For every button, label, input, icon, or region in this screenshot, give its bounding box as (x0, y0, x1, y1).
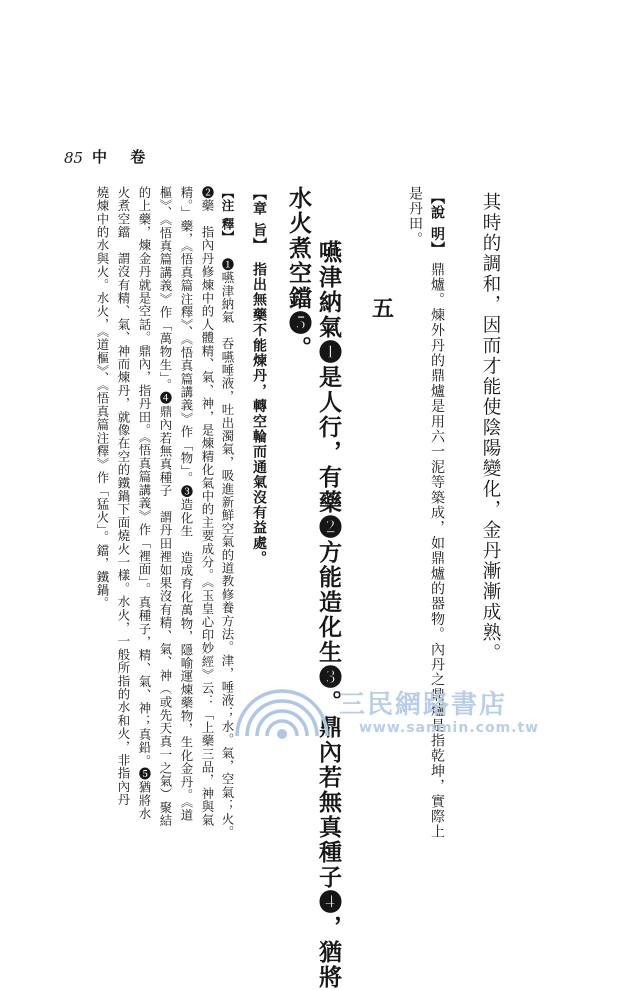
annotation-column-3: 精。」藥，《悟真篇注釋》、《悟真篇講義》作「物」。❸造化生 造成育化萬物，隱喻運煉藥物，生化金丹。《道 (179, 186, 194, 822)
verse-column-2: 水火煮空鐺❺。 (285, 186, 312, 361)
note-text-column-2: 是丹田。 (407, 186, 423, 247)
verse-column-1: 嚥津納氣❶是人行，有藥❷方能造化生❸。鼎內若無真種子❹，猶將 (315, 240, 342, 990)
note-text-column-1: 鼎爐。煉外丹的鼎爐是用六一泥等築成，如鼎爐的器物。內丹之鼎爐是指乾坤，實際上 (429, 262, 445, 840)
annotation-column-4: 樞》、《悟真篇講義》作「萬物生」。❹鼎內若無真種子 謂丹田裡如果沒有精、氣、神（或先天真一之氣）聚結 (158, 186, 173, 828)
page-number: 85 (64, 149, 84, 167)
annotation-column-1: ❶嚥津納氣 吞嚥唾液，吐出濁氣，吸進新鮮空氣的道教修養方法。津，唾液；水。氣，空氣；火。 (220, 258, 235, 839)
note-label: 【說 明】 (429, 190, 445, 257)
running-head: 中 卷 (92, 148, 155, 166)
section-number: 五 (372, 296, 395, 322)
summary-label: 【章 旨】 (251, 186, 267, 253)
annotation-column-5: 的上藥，煉金丹就是空話。鼎內，指丹田。《悟真篇講義》作「裡面」。真種子，精、氣、神；真鉛。❺猶將水 (137, 186, 152, 821)
annotation-column-6: 火煮空鐺 謂沒有精、氣、神而煉丹，就像在空的鐵鍋下面燒火一樣。水火，一般所指的水和火，非指內丹 (116, 186, 131, 807)
watermark-url: www.sanmin.com.tw (359, 720, 540, 736)
annotation-column-7: 燒煉中的水與火。水火，《道樞》、《悟真篇注釋》作「猛火」。鐺，鐵鍋。 (95, 186, 110, 610)
annotation-label: 【注 釋】 (220, 186, 235, 244)
summary-text: 指出無藥不能煉丹，轉空輪而通氣沒有益處。 (251, 262, 267, 566)
watermark-name: 三民網路書店 (339, 690, 508, 720)
intro-text-column: 其時的調和，因而才能使陰陽變化，金丹漸漸成熟。 (480, 192, 501, 664)
annotation-column-2: ❷藥 指內丹修煉中的人體精、氣、神，是煉精化氣中的主要成分。《玉皇心印妙經》云：「上藥三品，神與氣 (200, 186, 215, 827)
